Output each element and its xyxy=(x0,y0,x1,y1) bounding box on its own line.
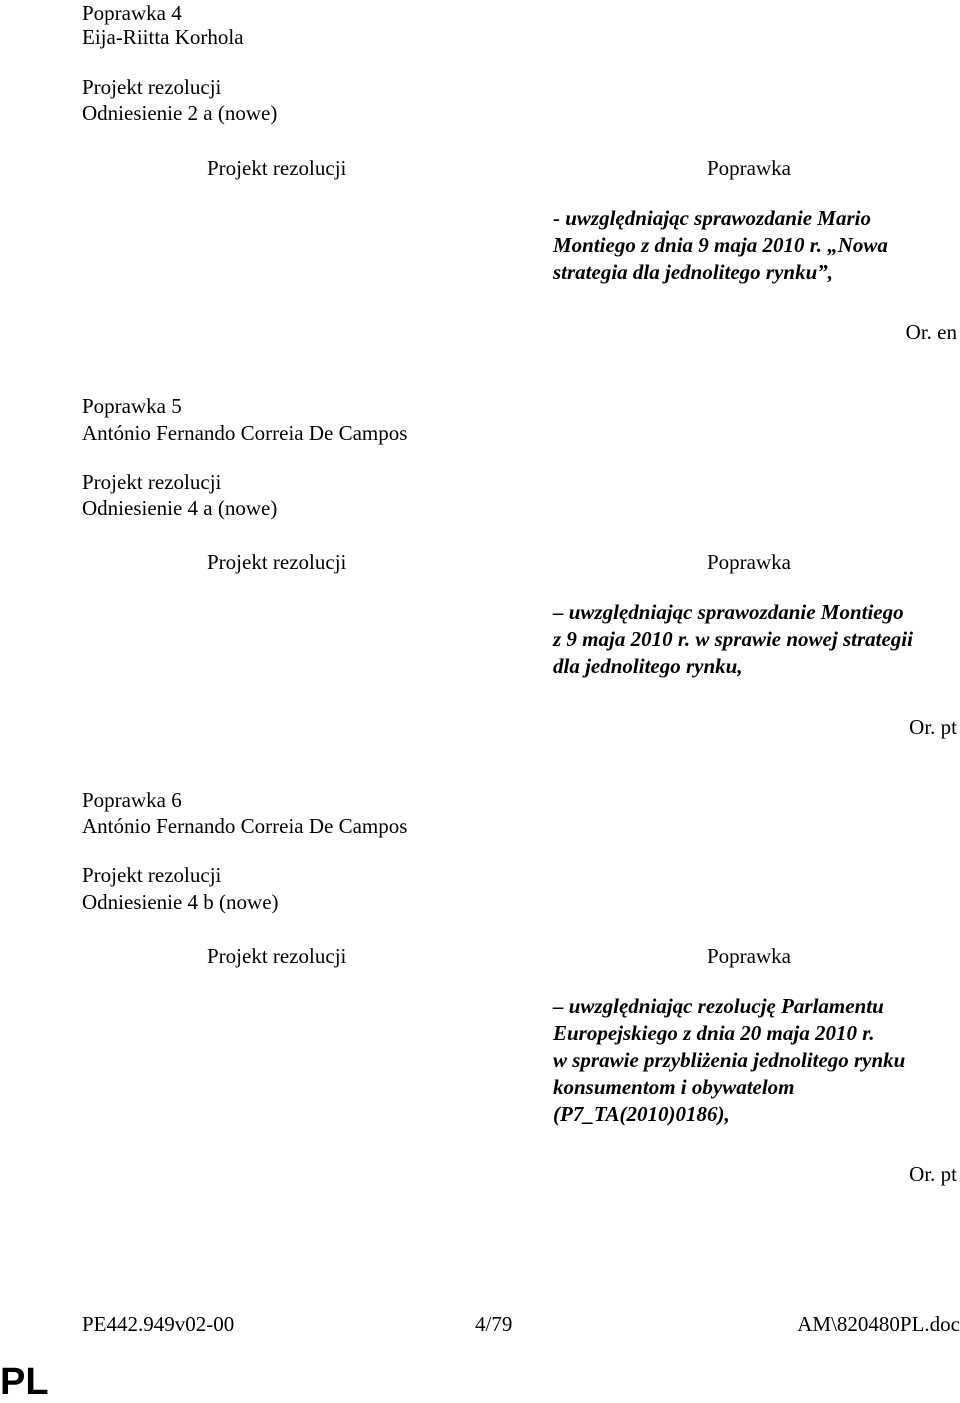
column-header-amendment: Poprawka xyxy=(707,944,791,968)
column-header-original: Projekt rezolucji xyxy=(207,944,347,968)
reference-label: Odniesienie 2 a (nowe) xyxy=(82,101,278,125)
amendment-text-line: strategia dla jednolitego rynku”, xyxy=(553,260,834,284)
amendment-text xyxy=(553,205,953,286)
original-language: Or. en xyxy=(905,320,957,344)
amendment-text-line: – uwzględniając sprawozdanie Montiego xyxy=(553,600,904,624)
file-reference: AM\820480PL.doc xyxy=(797,1312,960,1336)
language-code: PL xyxy=(0,1361,49,1403)
amendment-author: António Fernando Correia De Campos xyxy=(82,421,408,445)
document-label: Projekt rezolucji xyxy=(82,470,222,494)
reference-label: Odniesienie 4 a (nowe) xyxy=(82,496,278,520)
amendment-text-line: - uwzględniając sprawozdanie Mario xyxy=(553,206,871,230)
amendment-text xyxy=(553,599,953,680)
column-header-original: Projekt rezolucji xyxy=(207,550,347,574)
amendment-author: António Fernando Correia De Campos xyxy=(82,814,408,838)
amendment-text-line: – uwzględniając rezolucję Parlamentu xyxy=(553,994,884,1018)
document-label: Projekt rezolucji xyxy=(82,75,222,99)
column-header-original: Projekt rezolucji xyxy=(207,156,347,180)
amendment-number: Poprawka 5 xyxy=(82,394,182,418)
document-label: Projekt rezolucji xyxy=(82,863,222,887)
amendment-text xyxy=(553,993,953,1128)
page-number: 4/79 xyxy=(475,1312,513,1336)
original-language: Or. pt xyxy=(909,1162,957,1186)
column-header-amendment: Poprawka xyxy=(707,156,791,180)
document-number: PE442.949v02-00 xyxy=(82,1312,235,1336)
amendment-text-line: w sprawie przybliżenia jednolitego rynku xyxy=(553,1048,906,1072)
amendment-text-line: (P7_TA(2010)0186), xyxy=(553,1102,730,1126)
amendment-number: Poprawka 6 xyxy=(82,788,182,812)
reference-label: Odniesienie 4 b (nowe) xyxy=(82,890,279,914)
amendment-number: Poprawka 4 xyxy=(82,1,182,25)
original-language: Or. pt xyxy=(909,715,957,739)
amendment-author: Eija-Riitta Korhola xyxy=(82,25,244,49)
amendment-text-line: dla jednolitego rynku, xyxy=(553,654,743,678)
amendment-text-line: Montiego z dnia 9 maja 2010 r. „Nowa xyxy=(553,233,888,257)
amendment-text-line: Europejskiego z dnia 20 maja 2010 r. xyxy=(553,1021,875,1045)
amendment-text-line: z 9 maja 2010 r. w sprawie nowej strategii xyxy=(553,627,913,651)
amendment-text-line: konsumentom i obywatelom xyxy=(553,1075,795,1099)
column-header-amendment: Poprawka xyxy=(707,550,791,574)
